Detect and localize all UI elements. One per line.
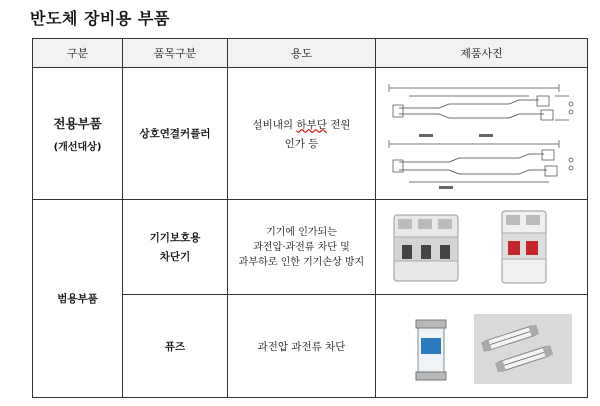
fuse-image xyxy=(382,304,582,388)
header-category: 구분 xyxy=(33,39,123,68)
photo-cell xyxy=(376,200,588,295)
usage-line: 과부하로 인한 기기손상 방지 xyxy=(238,256,365,268)
header-photo: 제품사진 xyxy=(376,39,588,68)
category-cell xyxy=(33,68,123,200)
photo-cell xyxy=(376,295,588,398)
category-sublabel: (개선대상) xyxy=(53,142,102,153)
usage-cell xyxy=(228,68,376,200)
usage-text: 전원 xyxy=(326,118,351,131)
usage-text: 설비내의 xyxy=(252,118,297,131)
item-label: 차단기 xyxy=(159,251,191,263)
header-row xyxy=(33,39,588,68)
circuit-breaker-image xyxy=(382,207,582,287)
category-label: 전용부품 xyxy=(53,116,102,131)
header-item: 품목구분 xyxy=(123,39,228,68)
table-row xyxy=(33,200,588,295)
parts-table xyxy=(32,38,588,398)
item-cell: 상호연결커플러 xyxy=(123,68,228,200)
usage-cell: 과전압 과전류 차단 xyxy=(228,295,376,398)
header-usage: 용도 xyxy=(228,39,376,68)
usage-cell xyxy=(228,200,376,295)
photo-cell xyxy=(376,68,588,200)
table-row xyxy=(33,68,588,200)
usage-highlight: 하부단 xyxy=(296,118,327,131)
usage-line xyxy=(228,117,375,132)
usage-line: 기기에 인가되는 xyxy=(266,226,337,238)
category-cell: 범용부품 xyxy=(33,200,123,398)
coupler-drawing-image xyxy=(379,74,584,194)
item-cell: 퓨즈 xyxy=(123,295,228,398)
item-label: 기기보호용 xyxy=(149,232,201,244)
page-title: 반도체 장비용 부품 xyxy=(30,9,170,28)
usage-line: 인가 등 xyxy=(284,137,319,150)
usage-line: 과전압·과전류 차단 및 xyxy=(253,241,350,253)
item-cell xyxy=(123,200,228,295)
